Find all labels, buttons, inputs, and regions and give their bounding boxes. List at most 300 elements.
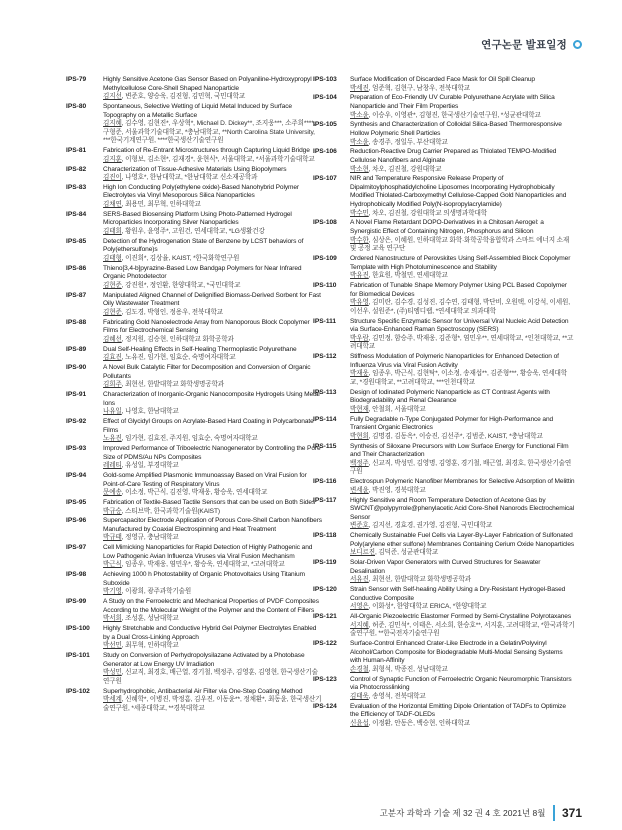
entry-authors [103,669,322,686]
entry-body [103,211,322,237]
abstract-entry [313,532,575,558]
coauthors-affiliations: , 김덕준, 성균관대학교 [375,549,439,557]
entry-authors [103,201,322,210]
entry-authors [103,642,322,651]
entry-title: Supercapacitor Electrode Application of Porous Core-Shell Carbon Nanofibers Manufactured by Coaxial Electrospinning and Heat Treatment [103,517,322,533]
entry-authors [350,549,575,558]
entry-authors [103,120,322,146]
coauthors-affiliations: , 이정환, 안동은, 백승현, 인하대학교 [368,719,470,727]
entry-authors [350,622,575,639]
coauthors-affiliations: , 김민정, 함승주, 박재웅, 김준형*, 염민우**, 연세대학교, *인천대학교, **고려대학교 [350,334,574,351]
coauthors-affiliations: , 한효원, 박철민, 연세대학교 [368,272,448,280]
entry-title: Preparation of Eco-Friendly UV Curable Polyurethane Acrylate with Silica Nanoparticle and Their Film Properties [350,94,555,110]
presenting-author: 신윤섭 [350,719,369,727]
entry-authors [103,588,322,597]
entry-authors [103,615,322,624]
abstract-entry [313,559,575,585]
entry-code: IPS-81 [66,147,87,155]
abstract-entry [66,238,322,264]
entry-title: Study on Conversion of Perhydropolysilazane Activated by a Photobase Generator at Low Energy UV Irradiation [103,652,305,668]
presenting-author: 박소현 [350,165,369,173]
entry-code: IPS-102 [66,687,90,695]
entry-code: IPS-88 [66,318,87,326]
coauthors-affiliations: , 정영규, 충남대학교 [121,534,179,542]
abstract-entry [313,353,575,387]
presenting-author: 김채연 [103,201,122,209]
entry-code: IPS-105 [313,121,337,129]
presenting-author: 박유진 [350,272,369,280]
entry-title: Fabrication of Re-Entrant Microstructures through Capturing Liquid Bridge [103,147,310,155]
entry-body [103,652,322,686]
coauthors-affiliations: , 이진희*, 김상율, KAIST, *한국화학연구원 [121,255,240,262]
entry-title: Highly Sensitive and Room Temperature Detection of Acetone Gas by SWCNT@polypyrrole@phenylacetic Acid Core-Shell Nanorods Electrochemical Sensor [350,496,575,521]
coauthors-affiliations: , 엄준혁, 김현구, 남창우, 전북대학교 [368,84,470,92]
abstract-entry [313,94,575,120]
coauthors-affiliations: , 김도경, 박형인, 정용우, 전북대학교 [121,308,223,316]
entry-code: IPS-114 [313,415,337,423]
coauthors-affiliations: , 신교직, 최경호, 배근열, 경기철, 백정주, 김영훈, 김영현, 한국생산기술연구원 [103,669,318,685]
page-header [481,36,582,52]
abstract-entry [66,292,322,318]
presenting-author: 손경철 [350,665,369,673]
abstract-entry [66,364,322,390]
abstract-entry [313,416,575,442]
entry-authors [350,406,575,415]
entry-title: Effect of Glycidyl Groups on Acrylate-Based Hard Coating in Polycarbonate Films [103,418,314,434]
abstract-entry [313,613,575,639]
coauthors-affiliations: , 이광희, 광주과학기술원 [121,588,192,596]
entry-authors [350,460,575,477]
coauthors-affiliations: , 신혜학*, 이병진, 박정흠, 김우진, 이동윤**, 정채환*, 최동윤, 한국생산기술연구원, *세종대학교, **경북대학교 [103,696,322,712]
coauthors-affiliations: , 김미란, 김수경, 김성진, 김수연, 김태형, 박단비, 오원택, 이강석, 이세원, 이선우, 설원준*, (주)티엠디랩, *연세대학교 의과대학 [350,299,571,315]
coauthors-affiliations: , 심상은, 이혜원, 인하대학교 화학·화학공학융합학과 스마트 에너지 소재 및 공정 교육 연구단 [350,236,570,253]
abstract-entry [313,676,575,702]
entry-code: IPS-108 [313,219,337,227]
entry-body [350,255,575,281]
entry-title: Dual Self-Healing Effects in Self-Healing Thermoplastic Polyurethane [103,345,297,353]
presenting-author: 김혜선 [103,335,122,343]
entry-body [350,94,575,120]
presenting-author: 박현재 [350,405,369,413]
coauthors-affiliations: , 김명겸, 김동옥*, 이승진, 김선주*, 김범준, KAIST, *충남대학교 [368,432,543,440]
entry-authors [103,534,322,543]
presenting-author: 백정주 [350,459,369,467]
entry-authors [350,576,575,585]
entry-body [350,175,575,218]
entry-body [350,676,575,702]
coauthors-affiliations: , 차오, 김진철, 강원대학교 [368,165,442,173]
entry-authors [103,156,322,165]
entry-code: IPS-106 [313,148,337,156]
coauthors-affiliations: , 조성훈, 성남대학교 [121,615,179,623]
entry-authors [103,561,322,570]
entry-authors [350,720,575,729]
presenting-author: 박기영 [103,588,122,596]
presenting-author: 박규승 [103,507,122,515]
entry-code: IPS-96 [66,517,87,525]
entry-code: IPS-87 [66,291,87,299]
page-footer [380,804,582,822]
presenting-author: 박재웅 [350,370,369,378]
journal-citation: 고분자 과학과 기술 제 32 권 4 호 2021년 8월 [379,808,546,818]
presenting-author: 서지혜 [350,621,369,629]
abstract-entry [66,319,322,345]
entry-authors [350,139,575,148]
abstract-entry [313,219,575,253]
entry-body [103,472,322,498]
presenting-author: 박성민 [103,669,122,677]
coauthors-affiliations: , 임종우, 박근식, 김현탁*, 이소정, 송재섭**, 김준형***, 황승욱, 연세대학교, *경원대학교, **고려대학교, ***인천대학교 [350,370,568,386]
entry-body [103,445,322,471]
entry-title: Characterization of Inorganic-Organic Nanocomposite Hydrogels Using Metal Ions [103,391,320,407]
entry-body [350,613,575,639]
presenting-author: 박우람 [350,334,369,342]
presenting-author: 박소윤 [350,111,369,119]
coauthors-affiliations: , 송경주, 정일두, 부산대학교 [368,138,448,146]
entry-code: IPS-89 [66,345,87,353]
entry-body [350,318,575,352]
abstract-entry [313,255,575,281]
coauthors-affiliations: , 황원우, 윤영주*, 고원건, 연세대학교, *LG생활건강 [121,228,265,236]
entry-body [350,121,575,147]
entry-title: Achieving 1000 h Photostability of Organic Photovoltaics Using Titanium Suboxide [103,571,305,587]
entry-title: Design of Iodinated Polymeric Nanoparticle as CT Contrast Agents with Biodegradability and Renal Clearance [350,388,550,405]
entry-body [103,499,322,516]
entry-code: IPS-82 [66,165,87,173]
presenting-author: 김현준 [103,308,122,316]
presenting-author: 김지선 [103,93,122,101]
entry-title: Fully Degradable n-Type Conjugated Polymer for High-Performance and Transient Organic Electronics [350,415,554,432]
entry-body [103,346,322,363]
entry-title: Reduction-Reactive Drug Carrier Prepared as Thiolated TEMPO-Modified Cellulose Nanofibers and Alginate [350,148,557,164]
entry-body [103,319,322,345]
entry-body [350,640,575,674]
entry-body [103,391,322,417]
coauthors-affiliations: , 정지원, 김승현, 인하대학교 화학공학과 [121,335,234,343]
presenting-author: 박서희 [103,615,122,623]
entry-body [103,364,322,390]
entry-authors [350,335,575,352]
entry-title: Cell Mimicking Nanoparticles for Rapid Detection of Highly Pathogenic and Low Pathogenic Avian Influenza Viruses via Viral Fusion Mechanism [103,544,313,560]
presenting-author: 김지훈 [103,155,122,163]
entry-authors [103,255,322,264]
entry-title: Thieno[3,4-b]pyrazine-Based Low Bandgap Polymers for Near Infrared Organic Photodetector [103,264,302,281]
abstract-entry [313,478,575,495]
presenting-author: 나유일 [103,408,122,416]
presenting-author: 레레티 [103,462,122,470]
entry-code: IPS-116 [313,478,337,486]
presenting-author: 보디르진 [350,549,375,557]
entry-code: IPS-103 [313,76,337,83]
entry-body [103,184,322,210]
coauthors-affiliations: , 임가현, 김효진, 주지원, 임효순, 숙명여자대학교 [121,435,258,443]
entry-authors [350,272,575,281]
coauthors-affiliations: , 변준호, 양승욱, 김진형, 김민혁, 국민대학교 [121,93,246,101]
abstract-entry [66,103,322,146]
entry-code: IPS-117 [313,496,337,504]
entry-title: Solar-Driven Vapor Generators with Curved Structures for Seawater Desalination [350,559,541,575]
entry-body [103,292,322,318]
coauthors-affiliations: , 임종우, 박재웅, 염민우*, 황승욱, 연세대학교, *고려대학교 [121,561,285,569]
right-column [313,76,575,729]
coauthors-affiliations: , 이화성*, 한양대학교 ERICA, *한양대학교 [368,603,487,611]
abstract-entry [66,499,322,516]
abstract-entry [313,586,575,612]
coauthors-affiliations: , 이형보, 김소현*, 김재경*, 윤현식*, 서울대학교, *서울과학기술대학교 [121,155,315,163]
entry-title: SERS-Based Biosensing Platform Using Photo-Patterned Hydrogel Microparticles Incorporating Silver Nanoparticles [103,210,292,227]
presenting-author: 변세윤 [350,486,369,494]
entry-title: Fabrication of Textile-Based Tactile Sensors that can be used on Both Sides [103,498,316,506]
entry-code: IPS-98 [66,571,87,579]
abstract-entry [66,688,322,714]
entry-code: IPS-86 [66,264,87,272]
abstract-entry [313,318,575,352]
entry-title: Manipulated Aligned Channel of Delignified Biomass-Derived Sorbent for Fast Oily Wastewater Treatment [103,291,321,308]
entry-title: Stiffness Modulation of Polymeric Nanoparticles for Enhanced Detection of Influenza Virus via Viral Fusion Activity [350,353,559,369]
abstract-entry [313,389,575,415]
entry-code: IPS-91 [66,391,87,399]
entry-body [103,544,322,570]
abstract-entry [66,184,322,210]
entry-body [103,166,322,183]
entry-code: IPS-80 [66,102,87,110]
entry-title: Detection of the Hydrogenation State of Benzene by LCST behaviors of Poly(ethersulfone)s [103,237,304,254]
entry-title: Spontaneous, Selective Wetting of Liquid Metal Induced by Surface Topography on a Metallic Surface [103,102,292,119]
entry-title: Evaluation of the Horizontal Emitting Dipole Orientation of TADFs to Optimize the Efficiency of TADF-OLEDs [350,702,566,719]
entry-title: Superhydrophobic, Antibacterial Air Filter via One-Step Coating Method [103,687,303,695]
coauthors-affiliations: , 유성일, 부경대학교 [121,462,179,470]
entry-code: IPS-104 [313,94,337,102]
entry-body [350,389,575,415]
entry-title: Fabrication of Tunable Shape Memory Polymer Using PCL Based Copolymer for Biomedical Devices [350,281,567,298]
abstract-entry [66,652,322,686]
entry-code: IPS-107 [313,175,337,183]
coauthors-affiliations: , 안철희, 서울대학교 [368,405,426,413]
entry-authors [103,435,322,444]
entry-body [350,219,575,253]
entry-title: Ordered Nanostructure of Perovskites Using Self-Assembled Block Copolymer Template with High Photoluminescence and Stability [350,255,571,271]
entry-title: Control of Synaptic Function of Ferroelectric Organic Neuromorphic Transistors via Photocrosslinking [350,675,572,692]
entry-body [350,76,575,93]
entry-code: IPS-90 [66,364,87,372]
entry-authors [350,603,575,612]
coauthors-affiliations: , 이승우, 이영관*, 김형진, 한국생산기술연구원, *성균관대학교 [368,111,541,119]
entry-authors [350,237,575,254]
entry-authors [103,408,322,417]
entry-code: IPS-94 [66,471,87,479]
entry-code: IPS-124 [313,702,337,710]
coauthors-affiliations: , 강진원*, 정인환, 한양대학교, *국민대학교 [121,281,241,289]
coauthors-affiliations: , 최현선, 한밭대학교 화학생명공학과 [368,576,472,584]
presenting-author: 김희주 [103,381,122,389]
entry-code: IPS-121 [313,613,337,620]
entry-code: IPS-109 [313,255,337,262]
presenting-author: 김현준 [103,281,122,289]
coauthors-affiliations: , 스티브박, 한국과학기술원(KAIST) [121,507,220,515]
entry-code: IPS-99 [66,598,87,606]
coauthors-affiliations: , 박진영, 경북대학교 [368,486,426,494]
abstract-entry [313,282,575,316]
entry-authors [103,282,322,291]
entry-authors [103,93,322,102]
abstract-entry [66,147,322,164]
entry-authors [350,112,575,121]
entry-title: High Ion Conducting Poly(ethylene oxide)-Based Nanohybrid Polymer Electrolytes via Vinyl Mesoporous Silica Nanoparticles [103,183,299,200]
entry-code: IPS-123 [313,675,337,683]
coauthors-affiliations: , 최현선, 한밭대학교 화학생명공학과 [121,381,225,389]
entry-code: IPS-97 [66,544,87,552]
abstract-entry [313,703,575,729]
entry-authors [350,166,575,175]
entry-body [103,625,322,651]
entry-title: Fabricating Gold Nanoelectrode Array from Nanoporous Block Copolymer Films for Electrochemical Sensing [103,318,310,335]
abstract-entry [66,265,322,291]
entry-title: Electrospun Polymeric Nanofiber Membranes for Selective Adsorption of Melittin [350,478,575,486]
abstract-entry [313,121,575,147]
abstract-entry [313,148,575,174]
entry-authors [103,381,322,390]
coauthors-affiliations: , 김수영, 김현진*, 우상혁*, Michael D. Dickey**, 조지웅***, 소주희****, 구형준, 서울과학기술대학교, *충남대학교, **North Carolina State University, ***한국기계연구원, ****한국생산기술연구원 [103,120,316,145]
abstract-entry [313,497,575,531]
entry-body [103,571,322,597]
presenting-author: 박소윤 [350,138,369,146]
coauthors-affiliations: , 노유진, 임가현, 임효순, 숙명여자대학교 [121,354,236,362]
entry-title: Strain Sensor with Self-healing Ability Using a Dry-Resistant Hydrogel-Based Conductive Composite [350,586,566,602]
coauthors-affiliations: , 최무혁, 인하대학교 [121,642,179,650]
entry-code: IPS-101 [66,652,90,660]
abstract-entry [66,76,322,102]
entry-title: Structure Specific Enzymatic Sensor for Universal Viral Nucleic Acid Detection via Surface-Enhanced Raman Spectroscopy (SERS) [350,317,569,334]
entry-code: IPS-115 [313,442,337,450]
coauthors-affiliations: , 나영호*, 한남대학교, *한남대학교 신소재공학과 [121,174,258,182]
presenting-author: 박선민 [103,642,122,650]
entry-body [350,282,575,316]
entry-authors [350,299,575,316]
abstract-entry [66,472,322,498]
presenting-author: 김효진 [103,354,122,362]
abstract-entry [66,598,322,624]
entry-authors [350,487,575,496]
entry-title: Surface-Control Enhanced Crater-Like Electrode in a Gelatin/Polyvinyl Alcohol/Carbon Composite for Biodegradable Multi-Modal Sensing Systems with Human-Affinity [350,639,563,665]
entry-body [350,148,575,174]
entry-body [103,147,322,164]
entry-code: IPS-110 [313,281,337,289]
entry-authors [103,336,322,345]
entry-authors [103,228,322,237]
presenting-author: 박세계 [103,696,122,704]
abstract-entry [66,346,322,363]
entry-body [103,688,322,714]
presenting-author: 서영은 [350,603,369,611]
entry-code: IPS-118 [313,532,337,540]
entry-body [350,703,575,729]
page-number: 371 [561,806,582,820]
entry-authors [103,354,322,363]
presenting-author: 박유영 [350,299,369,307]
abstract-entry [313,640,575,674]
entry-code: IPS-111 [313,317,337,325]
abstract-entry [66,571,322,597]
abstract-entry [313,76,575,93]
presenting-author: 문예송 [103,489,122,497]
entry-authors [103,508,322,517]
abstract-entry [66,445,322,471]
entry-title: A Novel Bulk Catalytic Filter for Decomposition and Conversion of Organic Pollutants [103,364,311,380]
entry-authors [103,309,322,318]
abstract-entry [66,544,322,570]
entry-code: IPS-84 [66,210,87,218]
presenting-author: 김태희 [103,228,122,236]
abstract-entry [313,443,575,477]
presenting-author: 김태욱 [350,692,369,700]
abstract-entry [66,625,322,651]
entry-body [350,532,575,558]
abstract-entry [66,391,322,417]
abstract-entry [66,211,322,237]
entry-title: All-Organic Piezoelectric Elastomer Formed by Semi-Crystalline Polyrotaxanes [350,613,572,620]
presenting-author: 김진이 [103,174,122,182]
presenting-author: 박수한 [350,236,369,244]
entry-authors [103,462,322,471]
entry-code: IPS-100 [66,625,90,633]
entry-authors [350,85,575,94]
entry-code: IPS-112 [313,353,337,361]
entry-authors [350,370,575,387]
presenting-author: 노유진 [103,435,122,443]
entry-authors [350,210,575,219]
presenting-author: 박근식 [103,561,122,569]
entry-body [350,559,575,585]
coauthors-affiliations: , 송영석, 전북대학교 [368,692,426,700]
entry-title: Surface Modification of Discarded Face Mask for Oil Spill Cleanup [350,76,535,83]
coauthors-affiliations: , 김지선, 경효경, 권가영, 김진형, 국민대학교 [368,522,493,530]
entry-body [103,265,322,291]
presenting-author: 박세진 [350,84,369,92]
presenting-author: 박현희 [350,432,369,440]
entry-body [103,103,322,146]
coauthors-affiliations: , 허준, 김민석*, 이태은, 서소희, 한승호**, 서지훈, 고려대학교, *한국과학기술연구원, **한국전자기술연구원 [350,621,575,638]
coauthors-affiliations: , 이소정, 박근식, 김진영, 박재웅, 황승욱, 연세대학교 [121,489,268,497]
section-title: 연구논문 발표일정 [481,38,567,51]
entry-code: IPS-113 [313,388,337,396]
entry-body [350,416,575,442]
entry-title: NIR and Temperature Responsive Release Property of Dipalmitoylphosphatidylcholine Liposomes Incorporating Hydrophobically Modified Thiolated-Carboxymethyl Cellulose-Capped Gold Nanoparticles and Hydrophobically Modified Poly(N-isopropylacrylamide) [350,175,567,209]
left-column [66,76,322,715]
entry-code: IPS-79 [66,76,87,83]
entry-authors [103,489,322,498]
entry-body [350,586,575,612]
presenting-author: 박수민 [350,209,369,217]
entry-body [350,497,575,531]
entry-code: IPS-85 [66,237,87,245]
entry-code: IPS-93 [66,444,87,452]
coauthors-affiliations: , 차오, 김진철, 강원대학교 의생명과학대학 [368,209,487,217]
entry-authors [103,174,322,183]
entry-authors [350,666,575,675]
entry-title: Highly Stretchable and Conductive Hybrid Gel Polymer Electrolytes Enabled by a Dual Cross-Linking Approach [103,625,317,641]
presenting-author: 김태형 [103,255,122,262]
entry-title: Improved Performance of Triboelectric Nanogenerator by Controlling the Pore Size of PDMS/Au NPs Composites [103,444,321,461]
entry-title: A Novel Flame Retardant DOPO-Derivatives in a Chitosan Aerogel: a Synergistic Effect of Containing Nitrogen, Phosphorus and Silicon [350,219,544,236]
entry-title: Gold-some Amplified Plasmonic Immunoassay Based on Viral Fusion for Point-of-Care Testing of Respiratory Virus [103,471,307,488]
presenting-author: 박규태 [103,534,122,542]
entry-code: IPS-95 [66,498,87,506]
footer-divider [553,805,555,821]
entry-title: Highly Sensitive Acetone Gas Sensor Based on Polyaniline-Hydroxypropyl Methylcellulose Core-Shell Shaped Nanoparticle [103,76,312,92]
presenting-author: 김지혜 [103,120,122,128]
entry-body [350,478,575,495]
coauthors-affiliations: , 나영호, 한남대학교 [121,408,179,416]
